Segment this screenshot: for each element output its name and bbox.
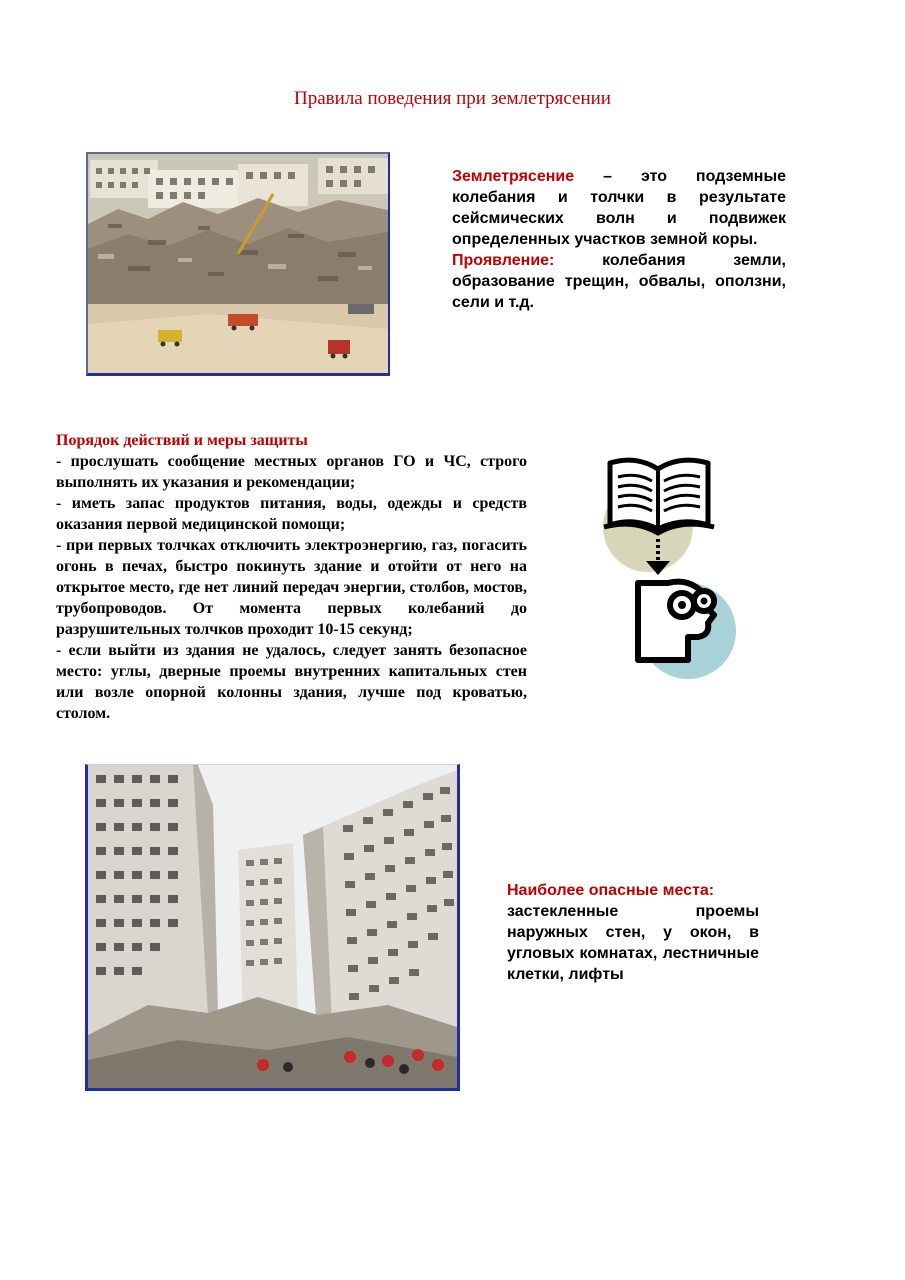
actions-item: - иметь запас продуктов питания, воды, одежды и средств оказания первой медицинской помощи;	[56, 495, 527, 533]
actions-block	[56, 430, 527, 724]
danger-block	[507, 880, 759, 985]
danger-text: застекленные проемы наружных стен, у окон, в угловых комнатах, лестничные клетки, лифты	[507, 903, 759, 983]
definition-text: – это подземные колебания и толчки в результате сейсмических волн и подвижек определенных участков земной коры.	[452, 168, 786, 248]
definition-term: Землетрясение	[452, 168, 575, 185]
open-book-icon	[604, 460, 714, 533]
danger-heading: Наиболее опасные места:	[507, 882, 715, 899]
manifestation-text: колебания земли, образование трещин, обвалы, оползни, сели и т.д.	[452, 252, 786, 311]
actions-heading: Порядок действий и меры защиты	[56, 432, 308, 449]
page-title: Правила поведения при землетрясении	[294, 88, 611, 109]
definition-block	[452, 166, 786, 313]
rubble-photo	[86, 152, 390, 376]
manifestation-label: Проявление:	[452, 252, 555, 269]
actions-item: - при первых толчках отключить электроэнергию, газ, погасить огонь в печах, быстро покинуть здание и отойти от него на открытое место, где нет линий передач энергии, столбов, мостов, трубопроводов. От момента первых колебаний до разрушительных толчков проходит 10-15 секунд;	[56, 537, 527, 638]
collapsed-buildings-photo	[85, 764, 460, 1091]
clipart-book-to-head	[596, 455, 741, 680]
actions-item: - если выйти из здания не удалось, следует занять безопасное место: углы, дверные проемы внутренних капитальных стен или возле опорной колонны здания, лучше под кроватью, столом.	[56, 642, 527, 722]
actions-item: - прослушать сообщение местных органов ГО и ЧС, строго выполнять их указания и рекомендации;	[56, 453, 527, 491]
